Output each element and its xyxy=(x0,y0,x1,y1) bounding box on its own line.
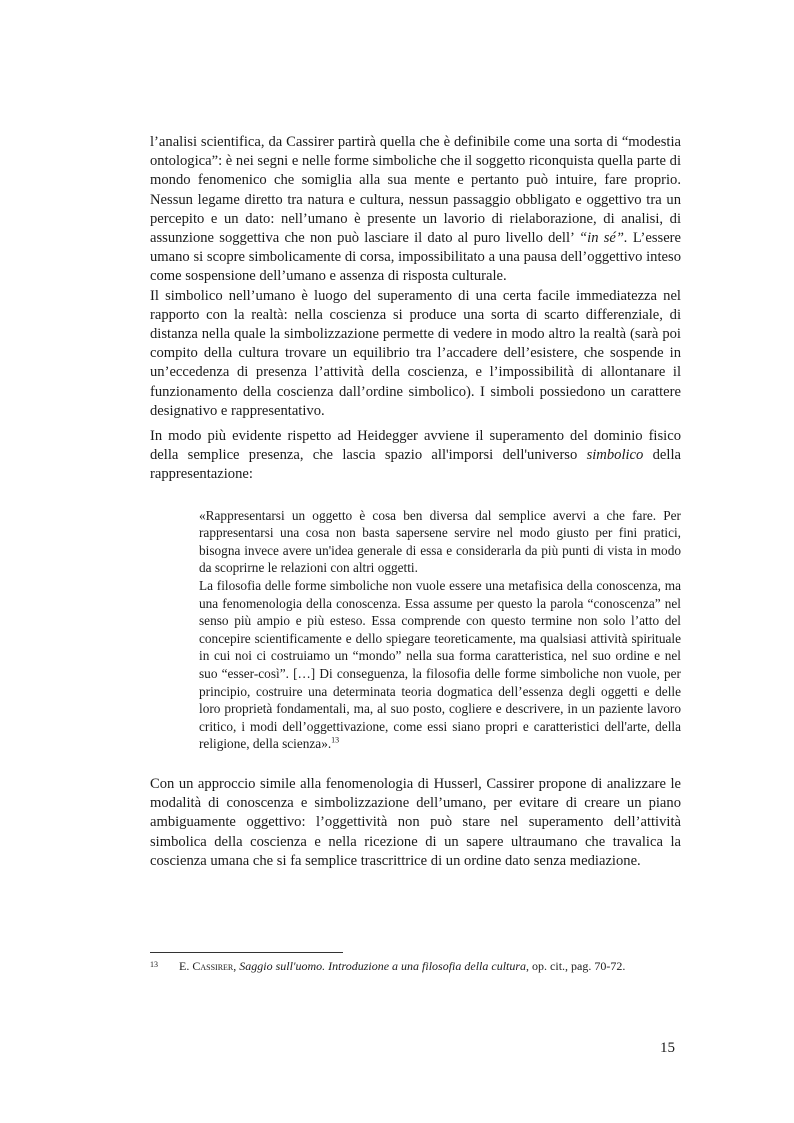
paragraph xyxy=(150,775,681,871)
quote-paragraph xyxy=(199,577,681,753)
footnote-number: 13 xyxy=(150,960,158,969)
footnote xyxy=(150,958,681,975)
paragraph xyxy=(150,133,681,287)
italic-text: “in sé”. xyxy=(579,230,628,247)
footnote-author-initial: E. xyxy=(179,959,193,973)
paragraph-text: In modo più evidente rispetto ad Heidegger avviene il superamento del dominio fisico della semplice presenza, che lascia spazio all'imporsi dell'universo xyxy=(150,428,681,464)
footnote-separator-text: , xyxy=(233,959,240,973)
paragraph-text: Con un approccio simile alla fenomenologia di Husserl, Cassirer propone di analizzare le modalità di conoscenza e simbolizzazione dell’umano, per evitare di creare un piano ambiguamente oggettivo: l’oggettività non può stare nel superamento dell’attività simbolica della coscienza e nella ricezione di un sapere ultraumano che travalica la coscienza umana che si fa semplice trascrittrice di un ordine dato senza mediazione. xyxy=(150,775,681,869)
footnote-author: Cassirer xyxy=(192,959,234,973)
paragraph-text: della rappresentazione: xyxy=(150,447,681,483)
quote-text: La filosofia delle forme simboliche non vuole essere una metafisica della conoscenza, ma una fenomenologia della conoscenza. Essa assume per questo la parola “conoscenza” nel senso più ampio e più esteso. Essa comprende con questo termine non solo l’atto del concepire scientificamente e dello spiegare teoreticamente, ma qualsiasi attività spirituale in cui noi ci costruiamo un “mondo” nella sua forma caratteristica, nel suo ordine e nel suo “esser-così”. […] Di conseguenza, la filosofia delle forme simboliche non vuole, per principio, costruire una determinata teoria dogmatica dell’essenza degli oggetti e delle loro proprietà fondamentali, ma, al suo posto, cogliere e descrivere, in un paziente lavoro critico, i modi dell’oggettivazione, come essi siano propri e caratteristici dell'arte, della religione, della scienza». xyxy=(199,578,681,752)
italic-text: simbolico xyxy=(586,447,644,464)
paragraph-text: Il simbolico nell’umano è luogo del superamento di una certa facile immediatezza nel rapporto con la realtà: nella coscienza si produce una sorta di scarto differenziale, di distanza nella quale la simbolizzazione permette di vedere in modo altro la realtà (sarà poi compito della cultura trovare un equilibrio tra l’accadere dell’esistere, che sospende in un’eccedenza di presenza l’attività della coscienza, e l’impossibilità di allontanare il funzionamento della coscienza dall’ordine simbolico). I simboli possiedono un carattere designativo e rappresentativo. xyxy=(150,287,681,419)
page-number: 15 xyxy=(660,1040,675,1056)
paragraph xyxy=(150,287,681,421)
footnote-reference[interactable]: 13 xyxy=(331,735,340,745)
footnote-separator xyxy=(150,952,343,953)
paragraph-text: l’analisi scientifica, da Cassirer partirà quella che è definibile come una sorta di “modestia ontologica”: è nei segni e nelle forme simboliche che il soggetto riconquista quella parte di mondo fenomenico che somiglia alla sua mente e pertanto può intuire, fare proprio. Nessun legame diretto tra natura e cultura, nessun passaggio obbligato e oggettivo tra un percepito e un dato: nell’umano è presente un lavorio di rielaborazione, di analisi, di assunzione soggettiva che non può lasciare il dato al puro livello dell’ xyxy=(150,134,681,247)
footnote-text xyxy=(179,958,681,975)
paragraph-text: L’essere umano si scopre simbolicamente di corsa, impossibilitato a una pausa dell’oggettivo inteso come sospensione dell’umano e assenza di risposta culturale. xyxy=(150,230,682,285)
body-text xyxy=(150,133,681,871)
paragraph xyxy=(150,427,681,485)
quote-paragraph: «Rappresentarsi un oggetto è cosa ben diversa dal semplice avervi a che fare. Per rappresentarsi una cosa non basta sapersene servire nel modo giusto per fini pratici, bisogna invece avere un'idea generale di essa e considerarla da più punti di vista in modo da scoprirne le relazioni con altri oggetti. xyxy=(199,507,681,576)
block-quote xyxy=(199,507,681,753)
footnote-title: Saggio sull'uomo. Introduzione a una filosofia della cultura xyxy=(239,959,527,973)
footnote-citation: , op. cit., pag. 70-72. xyxy=(526,959,626,973)
